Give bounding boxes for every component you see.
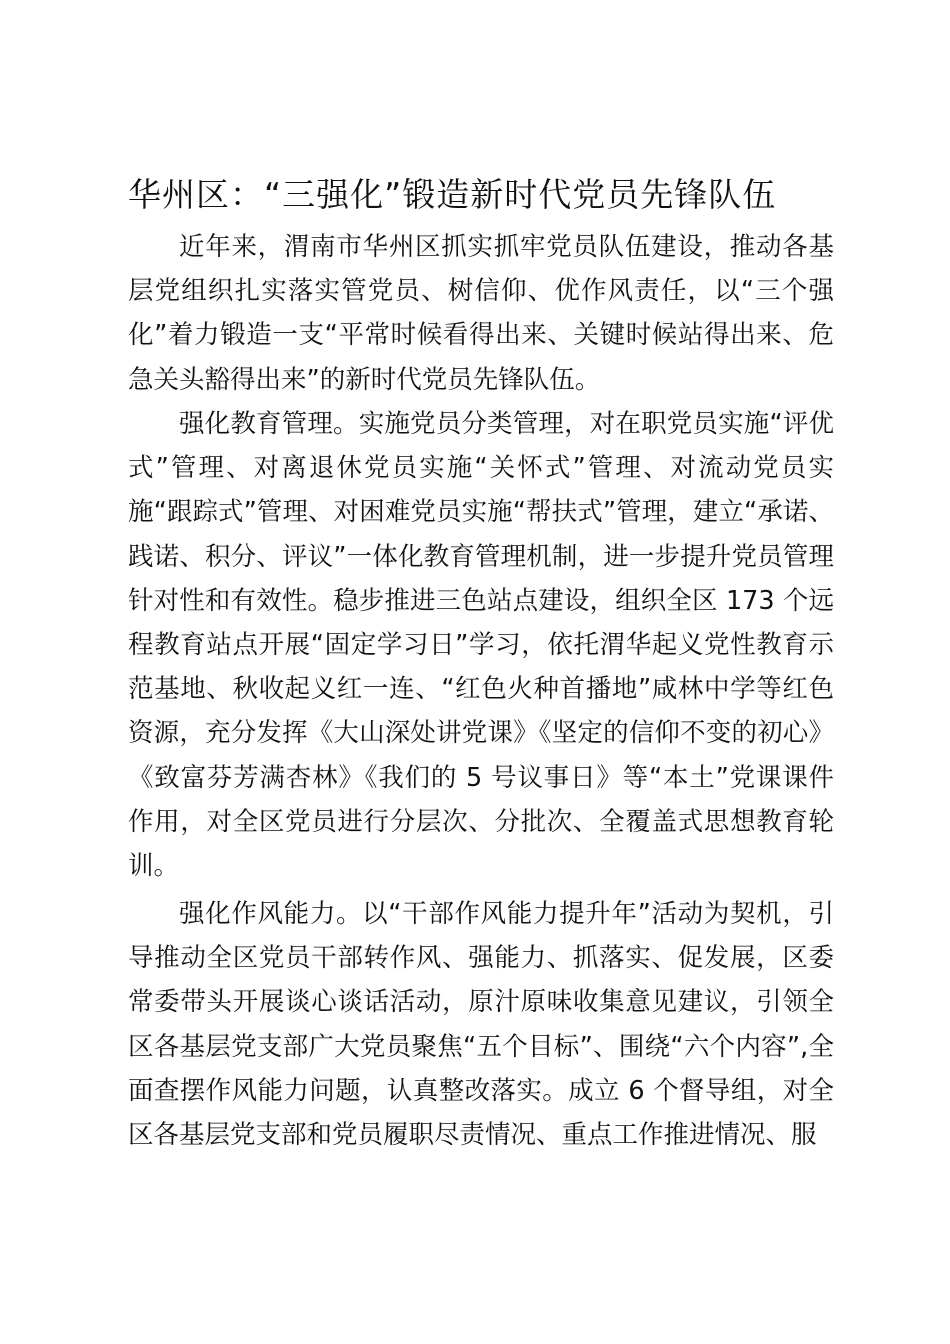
paragraph-intro: 近年来，渭南市华州区抓实抓牢党员队伍建设，推动各基层党组织扎实落实管党员、树信仰、优作风责任，以“三个强化”着力锻造一支“平常时候看得出来、关键时候站得出来、危急关头豁得出来”的新时代党员先锋队伍。: [128, 232, 834, 395]
document-title: 华州区：“三强化”锻造新时代党员先锋队伍: [128, 175, 777, 214]
paragraph-work-style-ability: 强化作风能力。以“干部作风能力提升年”活动为契机，引导推动全区党员干部转作风、强能力、抓落实、促发展，区委常委带头开展谈心谈话活动，原汁原味收集意见建议，引领全区各基层党支部广大党员聚焦“五个目标”、围绕“六个内容”,全面查摆作风能力问题，认真整改落实。成立 6 个督导组，对全区各基层党支部和党员履职尽责情况、重点工作推进情况、服: [128, 899, 834, 1151]
paragraph-education-management: 强化教育管理。实施党员分类管理，对在职党员实施“评优式”管理、对离退休党员实施“关怀式”管理、对流动党员实施“跟踪式”管理、对困难党员实施“帮扶式”管理，建立“承诺、践诺、积分、评议”一体化教育管理机制，进一步提升党员管理针对性和有效性。稳步推进三色站点建设，组织全区 173 个远程教育站点开展“固定学习日”学习，依托渭华起义党性教育示范基地、秋收起义红一连、“红色火种首播地”咸林中学等红色资源，充分发挥《大山深处讲党课》《坚定的信仰不变的初心》《致富芬芳满杏林》《我们的 5 号议事日》等“本土”党课课件作用，对全区党员进行分层次、分批次、全覆盖式思想教育轮训。: [128, 409, 834, 882]
